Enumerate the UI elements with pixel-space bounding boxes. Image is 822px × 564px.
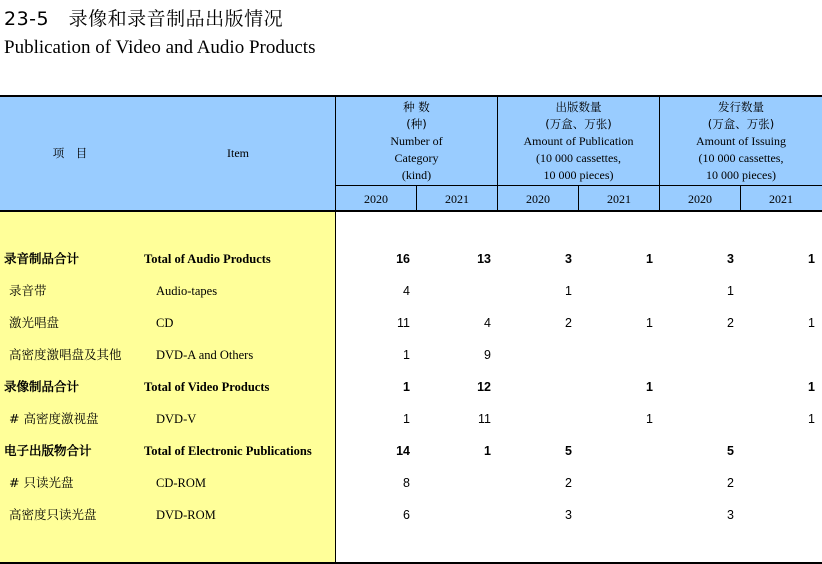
table-row [0,371,822,403]
cell-value: 1 [646,252,653,266]
cell-value: 1 [403,412,410,426]
table-row [0,467,822,499]
year-label: 2021 [445,192,469,206]
cell-value: 13 [477,252,491,266]
page-title-cn: 23-5 录像和录音制品出版情况 [4,8,284,30]
cell-value: 1 [403,348,410,362]
year-label: 2020 [688,192,712,206]
cell-value: 1 [808,412,815,426]
header-group-publication: 出版数量 (万盒、万张) Amount of Publication (10 000 cassettes, 10 000 pieces) [523,99,634,182]
year-label: 2021 [769,192,793,206]
header-group-category: 种 数 (种) Number of Category (kind) [390,99,443,182]
year-label: 2020 [526,192,550,206]
cell-value: 1 [646,412,653,426]
cell-value: 1 [808,316,815,330]
row-label-en: DVD-A and Others [156,348,254,362]
cell-value: 4 [484,316,491,330]
row-label-en: Total of Video Products [144,380,270,394]
row-label-cn: # 只读光盘 [9,475,74,490]
cell-value: 8 [403,476,410,490]
cell-value: 1 [727,284,734,298]
row-label-cn: # 高密度激视盘 [9,411,99,426]
cell-value: 9 [484,348,491,362]
cell-value: 3 [565,252,572,266]
row-label-cn: 录音制品合计 [4,251,80,266]
year-label: 2020 [364,192,388,206]
row-label-cn: 录音带 [9,283,47,298]
cell-value: 3 [565,508,572,522]
table-row [0,403,822,435]
cell-value: 2 [565,476,572,490]
table-row [0,307,822,339]
row-label-en: DVD-ROM [156,508,216,522]
cell-value: 12 [477,380,491,394]
cell-value: 2 [727,316,734,330]
cell-value: 1 [646,316,653,330]
cell-value: 1 [403,380,410,394]
table-row [0,275,822,307]
table-row [0,243,822,275]
header-group-issuing: 发行数量 (万盒、万张) Amount of Issuing (10 000 cassettes, 10 000 pieces) [696,99,786,182]
cell-value: 11 [397,316,410,330]
cell-value: 11 [478,412,491,426]
cell-value: 2 [565,316,572,330]
row-label-en: CD [156,316,174,330]
cell-value: 2 [727,476,734,490]
header-item-cn: 项 目 [52,146,88,160]
table-row [0,499,822,531]
row-label-cn: 高密度只读光盘 [9,507,97,522]
row-label-cn: 录像制品合计 [4,379,80,394]
header-item-en: Item [227,146,249,160]
cell-value: 6 [403,508,410,522]
cell-value: 1 [484,444,491,458]
cell-value: 16 [396,252,410,266]
row-label-en: Total of Audio Products [144,252,271,266]
row-label-cn: 激光唱盘 [9,315,60,330]
cell-value: 1 [646,380,653,394]
row-label-cn: 高密度激唱盘及其他 [9,347,122,362]
row-label-en: CD-ROM [156,476,207,490]
page-title-en: Publication of Video and Audio Products [4,37,316,58]
cell-value: 5 [565,444,572,458]
cell-value: 1 [565,284,572,298]
row-label-en: Audio-tapes [156,284,218,298]
cell-value: 3 [727,252,734,266]
cell-value: 3 [727,508,734,522]
table-row [0,339,822,371]
year-label: 2021 [607,192,631,206]
cell-value: 4 [403,284,410,298]
cell-value: 1 [808,252,815,266]
publication-table [0,95,822,564]
header-bottom-border [0,210,822,212]
row-label-en: Total of Electronic Publications [144,444,312,458]
table-row [0,435,822,467]
cell-value: 1 [808,380,815,394]
row-label-en: DVD-V [156,412,197,426]
cell-value: 5 [727,444,734,458]
cell-value: 14 [396,444,410,458]
row-label-cn: 电子出版物合计 [4,443,92,458]
